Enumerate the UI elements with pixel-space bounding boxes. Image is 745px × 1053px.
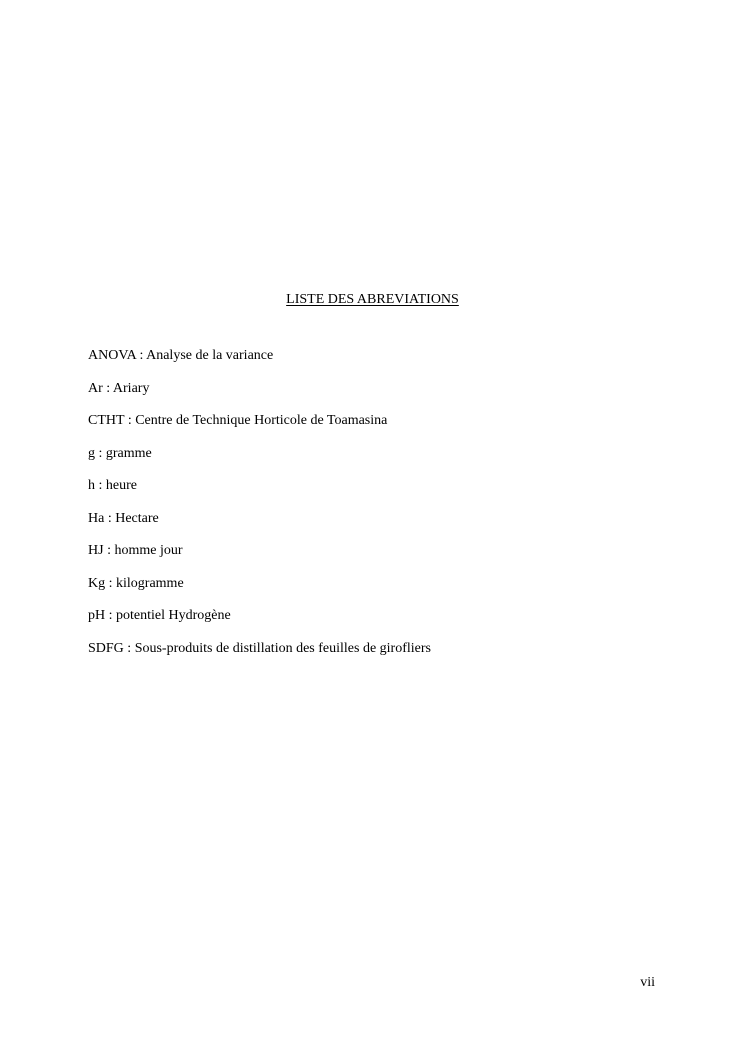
list-item: CTHT : Centre de Technique Horticole de Toamasina	[88, 413, 388, 428]
abbreviation-term: pH	[88, 608, 106, 623]
list-item: Ar : Ariary	[88, 380, 150, 396]
list-item: h : heure	[88, 478, 137, 493]
list-item: pH : potentiel Hydrogène	[88, 608, 231, 623]
abbreviation-term: h	[88, 478, 95, 493]
abbreviation-list	[88, 347, 688, 672]
abbreviation-meaning: Centre de Technique Horticole de Toamasina	[135, 413, 388, 428]
abbreviation-term: CTHT	[88, 413, 125, 428]
list-item: g : gramme	[88, 445, 152, 461]
abbreviation-term: HJ	[88, 543, 104, 558]
list-item: Ha : Hectare	[88, 510, 159, 526]
list-item: SDFG : Sous-produits de distillation des feuilles de girofliers	[88, 640, 431, 656]
list-item: Kg : kilogramme	[88, 575, 184, 591]
abbreviation-meaning: kilogramme	[116, 575, 184, 591]
page-title-text: LISTE DES ABREVIATIONS	[286, 292, 459, 307]
list-item: HJ : homme jour	[88, 543, 183, 558]
abbreviation-meaning: Hectare	[115, 510, 159, 526]
abbreviation-meaning: gramme	[105, 445, 152, 461]
abbreviation-term: Kg	[88, 575, 106, 591]
abbreviation-meaning: Ariary	[112, 380, 150, 396]
abbreviation-meaning: Analyse de la variance	[146, 348, 274, 363]
page-number: vii	[640, 975, 655, 990]
abbreviation-term: g	[88, 445, 95, 461]
abbreviation-term: Ar	[88, 380, 103, 396]
abbreviation-term: ANOVA	[88, 348, 136, 363]
abbreviation-meaning: heure	[105, 478, 137, 493]
abbreviation-term: Ha	[88, 510, 105, 526]
abbreviation-meaning: homme jour	[114, 543, 183, 558]
list-item: ANOVA : Analyse de la variance	[88, 348, 274, 363]
abbreviation-meaning: potentiel Hydrogène	[116, 608, 231, 623]
abbreviation-term: SDFG	[88, 640, 124, 656]
page-title	[0, 291, 745, 309]
abbreviation-meaning: Sous-produits de distillation des feuilles de girofliers	[134, 640, 431, 656]
